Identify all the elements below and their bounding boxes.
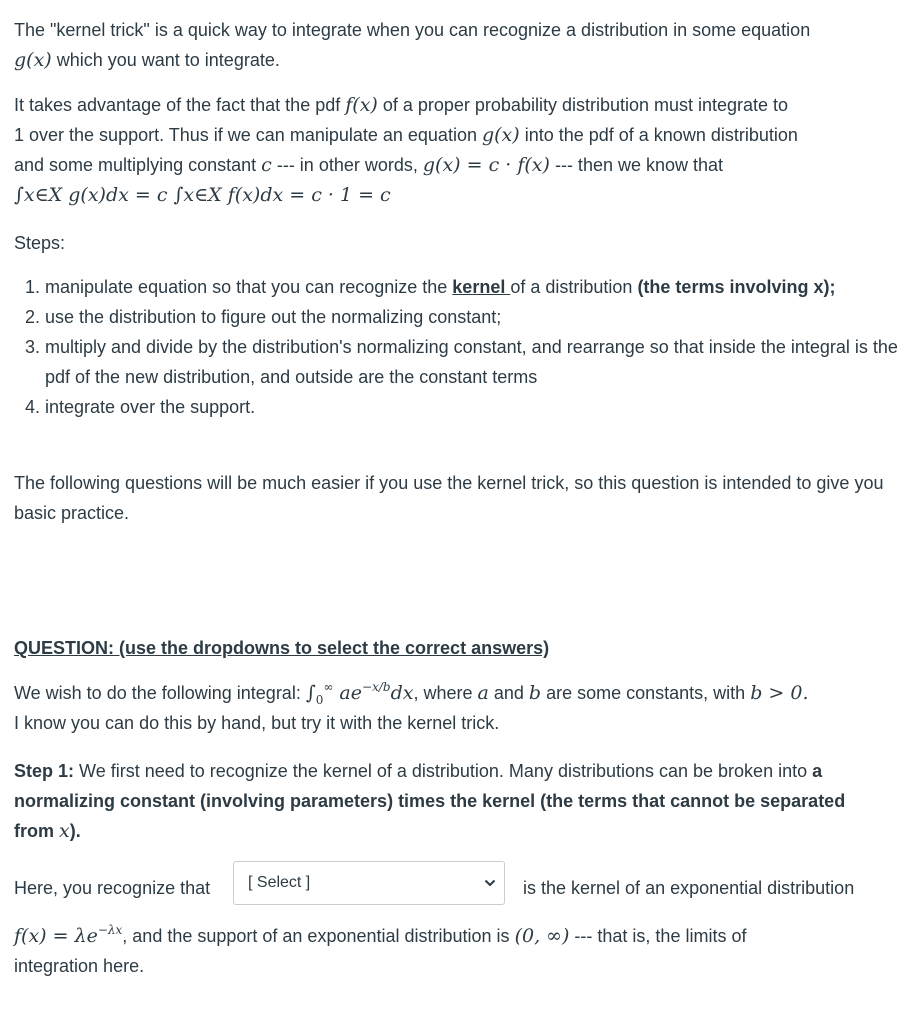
math-b-condition: b > 0.: [750, 682, 809, 704]
p2-line3: and some multiplying constant: [14, 155, 257, 175]
support-tail: --- that is, the limits of: [574, 926, 747, 946]
math-exp-exponent: −λx: [97, 923, 123, 937]
intro-paragraph-2: [14, 90, 904, 210]
p2-line3-mid: --- in other words,: [276, 155, 418, 175]
step-item-1: [45, 272, 905, 302]
chevron-down-icon: [484, 877, 496, 889]
intro-text: The "kernel trick" is a quick way to integrate when you can recognize a distribution in some equation: [14, 20, 811, 40]
support-statement: [14, 921, 904, 981]
step-item-3: [45, 332, 905, 392]
math-gx-2: g(x): [481, 124, 520, 146]
wish-and: and: [493, 683, 524, 703]
p2-line2-tail: into the pdf of a known distribution: [524, 125, 798, 145]
intro-text-tail: which you want to integrate.: [56, 50, 280, 70]
step1-label: Step 1:: [14, 761, 75, 781]
step1-bold: (the terms involving x);: [637, 277, 836, 297]
math-a: a: [477, 682, 489, 704]
by-hand-note: I know you can do this by hand, but try it with the kernel trick.: [14, 713, 500, 733]
math-c: c: [261, 154, 272, 176]
recognize-tail: is the kernel of an exponential distribution: [523, 878, 855, 898]
support-mid: , and the support of an exponential distribution is: [122, 926, 510, 946]
recognize-pre: Here, you recognize that: [14, 878, 211, 898]
step-item-4: [45, 392, 905, 422]
step3-text: multiply and divide by the distribution's normalizing constant, and rearrange so that inside the integral is the pdf of the new distribution, and outside are the constant terms: [45, 337, 898, 387]
step2-text: use the distribution to figure out the normalizing constant;: [45, 307, 502, 327]
practice-note: The following questions will be much easier if you use the kernel trick, so this question is intended to give you basic practice.: [14, 473, 884, 523]
step1-paragraph: [14, 756, 874, 846]
step4-text: integrate over the support.: [45, 397, 256, 417]
step1-pre: manipulate equation so that you can recognize the: [45, 277, 448, 297]
kernel-link[interactable]: kernel: [452, 277, 511, 297]
p2-line3-tail: --- then we know that: [554, 155, 724, 175]
steps-list: [14, 272, 905, 422]
integral-statement: [14, 678, 904, 738]
math-fx: f(x): [345, 94, 378, 116]
select-value: [ Select ]: [248, 874, 311, 891]
math-b: b: [528, 682, 542, 704]
math-x: x: [59, 820, 70, 842]
step-item-2: [45, 302, 905, 332]
step1-body: We first need to recognize the kernel of a distribution. Many distributions can be broken into: [79, 761, 808, 781]
wish-pre: We wish to do the following integral:: [14, 683, 301, 703]
support-tail2: integration here.: [14, 956, 145, 976]
math-support-interval: (0, ∞): [514, 925, 570, 947]
math-integral-identity: ∫x∈X g(x)dx = c ∫x∈X f(x)dx = c · 1 = c: [14, 184, 391, 206]
p2-line2: 1 over the support. Thus if we can manipulate an equation: [14, 125, 477, 145]
question-heading: [14, 633, 549, 663]
wish-mid: , where: [413, 683, 473, 703]
kernel-select-dropdown[interactable]: [233, 861, 505, 905]
intro-paragraph-1: [14, 15, 904, 75]
step1-mid: of a distribution: [510, 277, 633, 297]
math-exp-pdf: f(x) = λe: [14, 925, 98, 947]
p2-line1: It takes advantage of the fact that the pdf: [14, 95, 341, 115]
step1-end: ).: [69, 821, 81, 841]
steps-heading: Steps:: [14, 233, 66, 253]
question-heading-text: QUESTION: (use the dropdowns to select the correct answers): [14, 638, 550, 658]
step1-bold-body: a normalizing constant (involving parameters) times the kernel (the terms that cannot be separated from: [14, 761, 846, 841]
p2-line1-tail: of a proper probability distribution must integrate to: [382, 95, 789, 115]
wish-tail: are some constants, with: [546, 683, 746, 703]
math-g-equals-cf: g(x) = c · f(x): [422, 154, 550, 176]
math-gx: g(x): [14, 49, 52, 71]
math-integral: $\int_0^\infty$ $ae^{-x/b}dx$: [305, 680, 414, 707]
